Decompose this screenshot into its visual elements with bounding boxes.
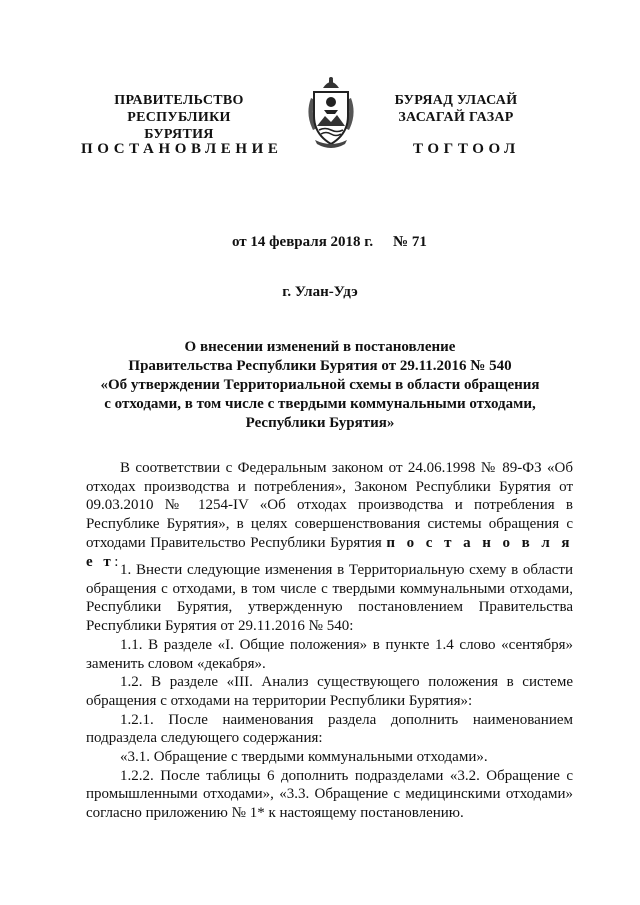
- coat-of-arms-icon: [297, 74, 365, 150]
- right-org-line-1: БУРЯАД УЛАСАЙ: [394, 93, 518, 108]
- paragraph-quote: «3.1. Обращение с твердыми коммунальными отходами».: [120, 749, 488, 766]
- body-paragraphs: [86, 561, 573, 823]
- preamble-text: В соответствии с Федеральным законом от 24.06.1998 № 89-ФЗ «Об отходах производства и потребления», Законом Республики Бурятия от 09.03.2010 № 1254-IV «Об отходах производства и потребления в Республике Бурятия», в целях совершенствования системы обращения с отходами Правительство Республики Бурятия: [86, 460, 573, 551]
- right-org-name: [376, 92, 536, 126]
- title-line-1: О внесении изменений в постановление: [184, 339, 456, 355]
- title-line-4: с отходами, в том числе с твердыми коммунальными отходами,: [104, 396, 536, 412]
- city: г. Улан-Удэ: [282, 284, 358, 300]
- doc-type-bur: ТОГТООЛ: [413, 141, 520, 157]
- doc-type-ru: ПОСТАНОВЛЕНИЕ: [81, 141, 283, 157]
- decree-title: [80, 338, 560, 433]
- left-org-name: [96, 92, 262, 143]
- right-org-line-2: ЗАСАГАЙ ГАЗАР: [398, 110, 514, 125]
- left-org-line-1: ПРАВИТЕЛЬСТВО: [114, 93, 244, 108]
- decree-number: № 71: [393, 234, 427, 250]
- decree-date: от 14 февраля 2018 г.: [232, 234, 374, 250]
- resolves-word: п о с т а н о в л я е т: [86, 534, 574, 570]
- paragraph-1-2: 1.2. В разделе «III. Анализ существующего положения в системе обращения с отходами на территории Республики Бурятия»:: [86, 674, 573, 709]
- paragraph-1-2-1: 1.2.1. После наименования раздела дополнить наименованием подраздела следующего содержания:: [86, 711, 573, 747]
- paragraph-1-2-2: 1.2.2. После таблицы 6 дополнить подразделами «3.2. Обращение с промышленными отходами», «3.3. Обращение с медицинскими отходами» согласно приложению № 1* к настоящему постановлению.: [86, 767, 573, 822]
- title-line-2: Правительства Республики Бурятия от 29.11.2016 № 540: [128, 358, 512, 374]
- left-org-line-2: РЕСПУБЛИКИ БУРЯТИЯ: [127, 110, 231, 142]
- preamble: [86, 459, 573, 571]
- title-line-5: Республики Бурятия»: [245, 415, 395, 431]
- paragraph-1: 1. Внести следующие изменения в Территориальную схему в области обращения с отходами, в том числе с твердыми коммунальными отходами, Республики Бурятия, утвержденную постановлением Правительства Республики Бурятия от 29.11.2016 № 540:: [86, 562, 573, 635]
- title-line-3: «Об утверждении Территориальной схемы в области обращения: [100, 377, 540, 393]
- paragraph-1-1: 1.1. В разделе «I. Общие положения» в пункте 1.4 слово «сентября» заменить словом «декабря».: [86, 636, 573, 672]
- resolves-colon: :: [114, 553, 119, 570]
- preamble-block: [86, 459, 573, 571]
